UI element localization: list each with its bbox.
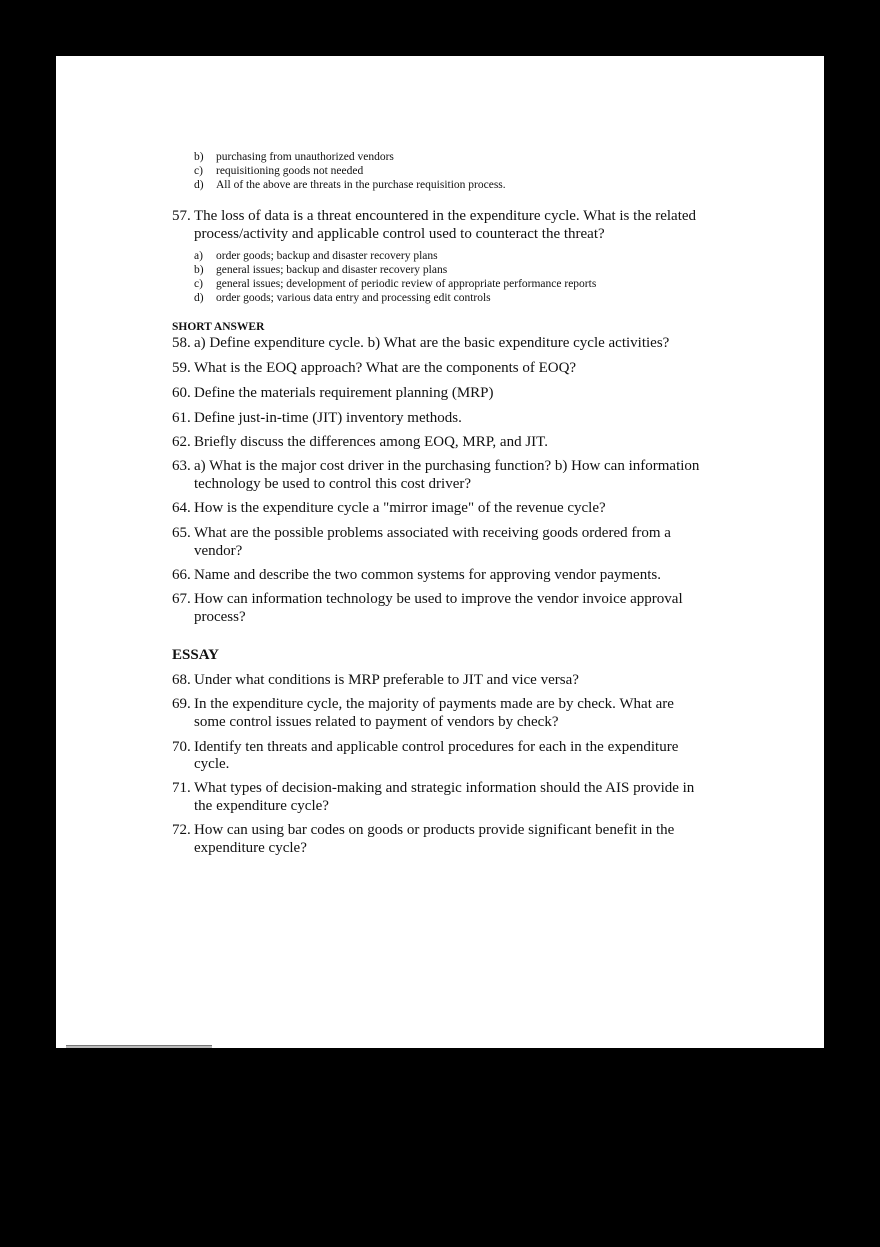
question-text-line-2: process? <box>194 609 246 625</box>
question-text-line-2: expenditure cycle? <box>194 840 307 856</box>
question-text-line-1: Identify ten threats and applicable control procedures for each in the expenditure <box>194 739 679 755</box>
option-label: d) <box>194 179 204 191</box>
option-label: b) <box>194 264 204 276</box>
question-number: 66. <box>172 567 191 583</box>
question-text-line-2: the expenditure cycle? <box>194 798 329 814</box>
question-number: 69. <box>172 696 191 712</box>
option-text: order goods; various data entry and processing edit controls <box>216 292 491 304</box>
question-number: 70. <box>172 739 191 755</box>
question-65 <box>172 524 732 560</box>
option-text: requisitioning goods not needed <box>216 165 364 177</box>
question-text-line-2: process/activity and applicable control used to counteract the threat? <box>194 226 605 242</box>
question-text-line-1: Briefly discuss the differences among EOQ, MRP, and JIT. <box>194 434 548 450</box>
option-label: d) <box>194 292 204 304</box>
option-a <box>194 249 694 263</box>
option-text: general issues; backup and disaster recovery plans <box>216 264 448 276</box>
question-66 <box>172 566 732 584</box>
question-text-line-1: Define the materials requirement planning (MRP) <box>194 385 494 401</box>
option-label: c) <box>194 278 203 290</box>
option-text: All of the above are threats in the purchase requisition process. <box>216 179 506 191</box>
question-59 <box>172 359 732 377</box>
option-d <box>194 291 694 305</box>
question-63 <box>172 457 732 493</box>
question-text-line-1: What is the EOQ approach? What are the components of EOQ? <box>194 360 577 376</box>
question-text-line-1: In the expenditure cycle, the majority of payments made are by check. What are <box>194 696 674 712</box>
option-text: purchasing from unauthorized vendors <box>216 151 394 163</box>
document-page <box>56 56 824 1048</box>
question-62 <box>172 433 732 451</box>
question-57 <box>172 207 732 243</box>
question-number: 71. <box>172 780 191 796</box>
question-text-line-2: some control issues related to payment of vendors by check? <box>194 714 559 730</box>
question-number: 64. <box>172 500 191 516</box>
question-number: 63. <box>172 458 191 474</box>
question-71 <box>172 779 732 815</box>
option-c <box>194 277 714 291</box>
question-text-line-1: How can information technology be used to improve the vendor invoice approval <box>194 591 683 607</box>
section-heading-short-answer: SHORT ANSWER <box>172 321 265 333</box>
question-text-line-1: Define just-in-time (JIT) inventory methods. <box>194 410 462 426</box>
question-text-line-2: cycle. <box>194 756 230 772</box>
option-b <box>194 150 694 164</box>
question-text-line-1: a) Define expenditure cycle. b) What are the basic expenditure cycle activities? <box>194 335 670 351</box>
question-text-line-1: What are the possible problems associated with receiving goods ordered from a <box>194 525 671 541</box>
option-label: c) <box>194 165 203 177</box>
option-b <box>194 263 694 277</box>
question-number: 58. <box>172 335 191 351</box>
question-69 <box>172 695 732 731</box>
question-text-line-1: How can using bar codes on goods or products provide significant benefit in the <box>194 822 675 838</box>
option-c <box>194 164 694 178</box>
question-number: 72. <box>172 822 191 838</box>
option-text: general issues; development of periodic review of appropriate performance reports <box>216 278 597 290</box>
question-70 <box>172 738 732 774</box>
question-number: 62. <box>172 434 191 450</box>
option-text: order goods; backup and disaster recovery plans <box>216 250 438 262</box>
question-text-line-1: What types of decision-making and strategic information should the AIS provide in <box>194 780 695 796</box>
question-number: 57. <box>172 208 191 224</box>
footnote-divider <box>66 1045 212 1048</box>
question-68 <box>172 671 732 689</box>
question-61 <box>172 409 732 427</box>
question-number: 68. <box>172 672 191 688</box>
question-number: 67. <box>172 591 191 607</box>
question-text-line-1: Name and describe the two common systems for approving vendor payments. <box>194 567 661 583</box>
option-label: b) <box>194 151 204 163</box>
question-text-line-2: technology be used to control this cost driver? <box>194 476 472 492</box>
question-text-line-1: How is the expenditure cycle a "mirror image" of the revenue cycle? <box>194 500 606 516</box>
question-number: 61. <box>172 410 191 426</box>
question-number: 60. <box>172 385 191 401</box>
question-67 <box>172 590 732 626</box>
section-heading-essay: ESSAY <box>172 647 219 663</box>
option-label: a) <box>194 250 203 262</box>
question-text-line-1: The loss of data is a threat encountered in the expenditure cycle. What is the related <box>194 208 697 224</box>
question-72 <box>172 821 732 857</box>
question-text-line-1: Under what conditions is MRP preferable to JIT and vice versa? <box>194 672 579 688</box>
question-58 <box>172 334 732 352</box>
question-text-line-2: vendor? <box>194 543 243 559</box>
option-d <box>194 178 694 192</box>
question-64 <box>172 499 732 517</box>
question-number: 59. <box>172 360 191 376</box>
question-text-line-1: a) What is the major cost driver in the purchasing function? b) How can information <box>194 458 700 474</box>
question-60 <box>172 384 732 402</box>
question-number: 65. <box>172 525 191 541</box>
